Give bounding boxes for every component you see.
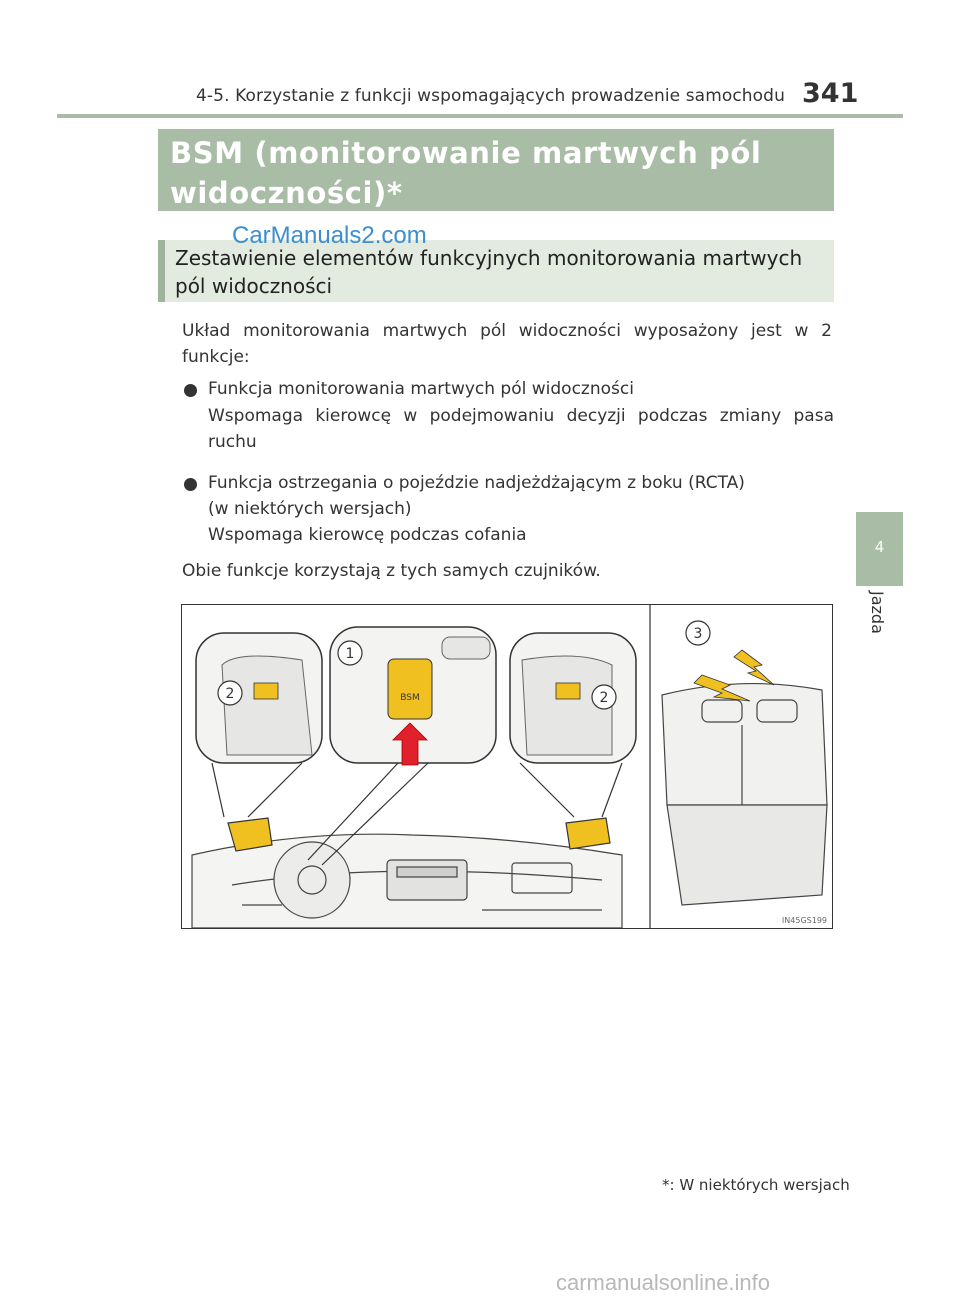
callout-3-label: 3 [693, 626, 703, 642]
subsection-title: Zestawienie elementów funkcyjnych monitorowania martwych pól widoczności [175, 246, 803, 298]
bullet-icon [184, 478, 197, 491]
callout-1 [338, 641, 362, 665]
right-mirror-icon [566, 818, 610, 849]
figure-code: IN45GS199 [781, 916, 827, 925]
page-title: BSM (monitorowanie martwych pól widoczności)* [170, 136, 762, 210]
bsm-switch-label: BSM [400, 693, 420, 703]
dashboard-drawing [192, 834, 622, 928]
intro-paragraph: Układ monitorowania martwych pól widoczności wyposażony jest w 2 funkcje: [182, 321, 832, 367]
sensor-alert-icon [734, 650, 774, 685]
page-number: 341 [802, 78, 859, 109]
callout-1-label: 1 [345, 646, 355, 662]
callout-2-label: 2 [599, 690, 609, 706]
callout-2-left [218, 681, 242, 705]
watermark: CarManuals2.com [232, 222, 427, 249]
header-rule [57, 114, 903, 118]
callout-3 [686, 621, 710, 645]
callout-2-label: 2 [225, 686, 235, 702]
bsm-switch-detail [308, 627, 496, 865]
bullet-subnote: (w niektórych wersjach) [208, 499, 412, 519]
bullet-description: Wspomaga kierowcę podczas cofania [208, 525, 527, 545]
rear-seat-drawing [662, 684, 827, 905]
bsm-illustration [181, 604, 833, 929]
callout-2-right [592, 685, 616, 709]
bullet-title: Funkcja ostrzegania o pojeździe nadjeżdżającym z boku (RCTA) [208, 473, 745, 493]
illustration-svg [182, 605, 832, 928]
outro-paragraph: Obie funkcje korzystają z tych samych czujników. [182, 561, 601, 581]
bullet-description: Wspomaga kierowcę w podejmowaniu decyzji podczas zmiany pasa ruchu [208, 406, 834, 452]
chapter-label-text: Jazda [868, 591, 887, 634]
chapter-label [859, 591, 899, 651]
right-mirror-detail [510, 633, 636, 817]
running-header: 4-5. Korzystanie z funkcji wspomagających prowadzenie samochodu [196, 86, 785, 106]
footnote: *: W niektórych wersjach [662, 1176, 850, 1194]
bullet-title: Funkcja monitorowania martwych pól widoczności [208, 379, 634, 399]
left-mirror-icon [228, 818, 272, 851]
chapter-number: 4 [874, 538, 885, 556]
left-mirror-detail [196, 633, 322, 817]
bullet-icon [184, 384, 197, 397]
site-watermark: carmanualsonline.info [556, 1270, 771, 1295]
